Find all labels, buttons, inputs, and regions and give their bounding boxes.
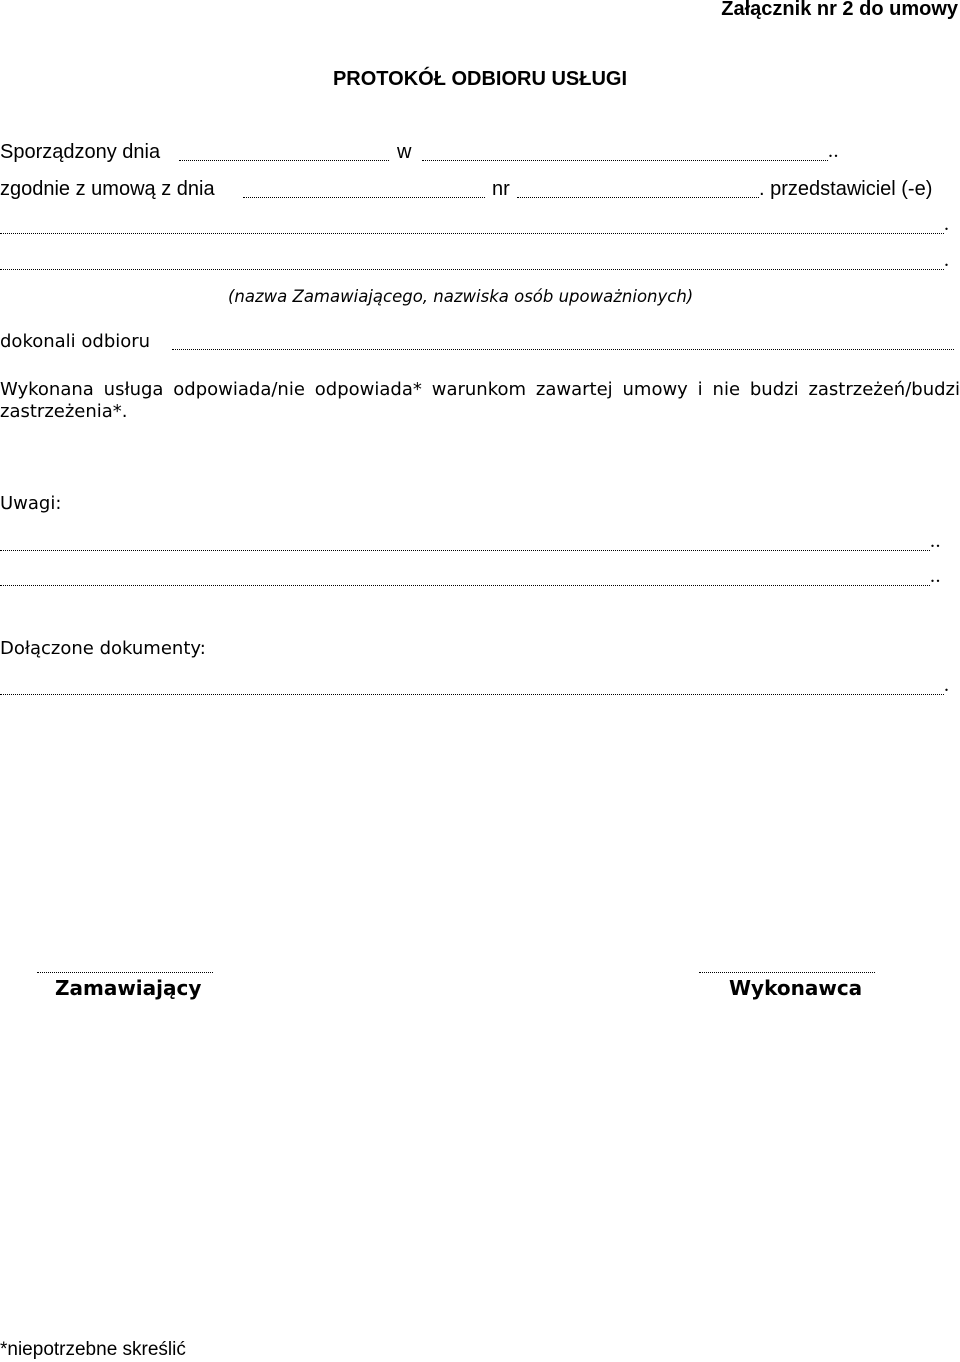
remarks-blank-2[interactable]: [0, 585, 930, 586]
footnote: *niepotrzebne skreślić: [0, 1339, 186, 1360]
representatives-blank-1[interactable]: [0, 233, 944, 234]
date-blank[interactable]: [179, 160, 389, 161]
contractor-signature-line[interactable]: [699, 972, 875, 973]
attached-documents-label: Dołączone dokumenty:: [0, 638, 206, 659]
contract-date-label: zgodnie z umową z dnia: [0, 178, 215, 200]
place-label: w: [397, 141, 412, 163]
remarks-line2-end: ..: [930, 565, 941, 587]
client-signature-line[interactable]: [37, 972, 213, 973]
attached-documents-end: .: [944, 674, 950, 696]
line3-end: .: [944, 213, 950, 235]
remarks-label: Uwagi:: [0, 493, 62, 514]
drawn-date-label: Sporządzony dnia: [0, 141, 161, 163]
contractor-signature-label: Wykonawca: [729, 976, 863, 1000]
attachment-header: Załącznik nr 2 do umowy: [721, 0, 958, 20]
representatives-caption: (nazwa Zamawiającego, nazwiska osób upoważnionych): [228, 287, 694, 306]
contract-date-blank[interactable]: [243, 197, 485, 198]
acceptance-label: dokonali odbioru: [0, 331, 151, 352]
acceptance-blank[interactable]: [172, 349, 954, 350]
representatives-label: . przedstawiciel (-e): [759, 178, 933, 200]
contract-number-label: nr: [492, 178, 510, 200]
place-blank[interactable]: [422, 160, 828, 161]
line1-end: ..: [828, 140, 839, 162]
remarks-blank-1[interactable]: [0, 550, 930, 551]
attached-documents-blank[interactable]: [0, 694, 944, 695]
contract-number-blank[interactable]: [517, 197, 759, 198]
compliance-statement: Wykonana usługa odpowiada/nie odpowiada* warunkom zawartej umowy i nie budzi zastrzeżeń/budzi zastrzeżenia*.: [0, 379, 960, 422]
remarks-line1-end: ..: [930, 530, 941, 552]
representatives-blank-2[interactable]: [0, 269, 944, 270]
page-title: PROTOKÓŁ ODBIORU USŁUGI: [332, 68, 628, 90]
client-signature-label: Zamawiający: [55, 976, 202, 1000]
line4-end: .: [944, 249, 950, 271]
